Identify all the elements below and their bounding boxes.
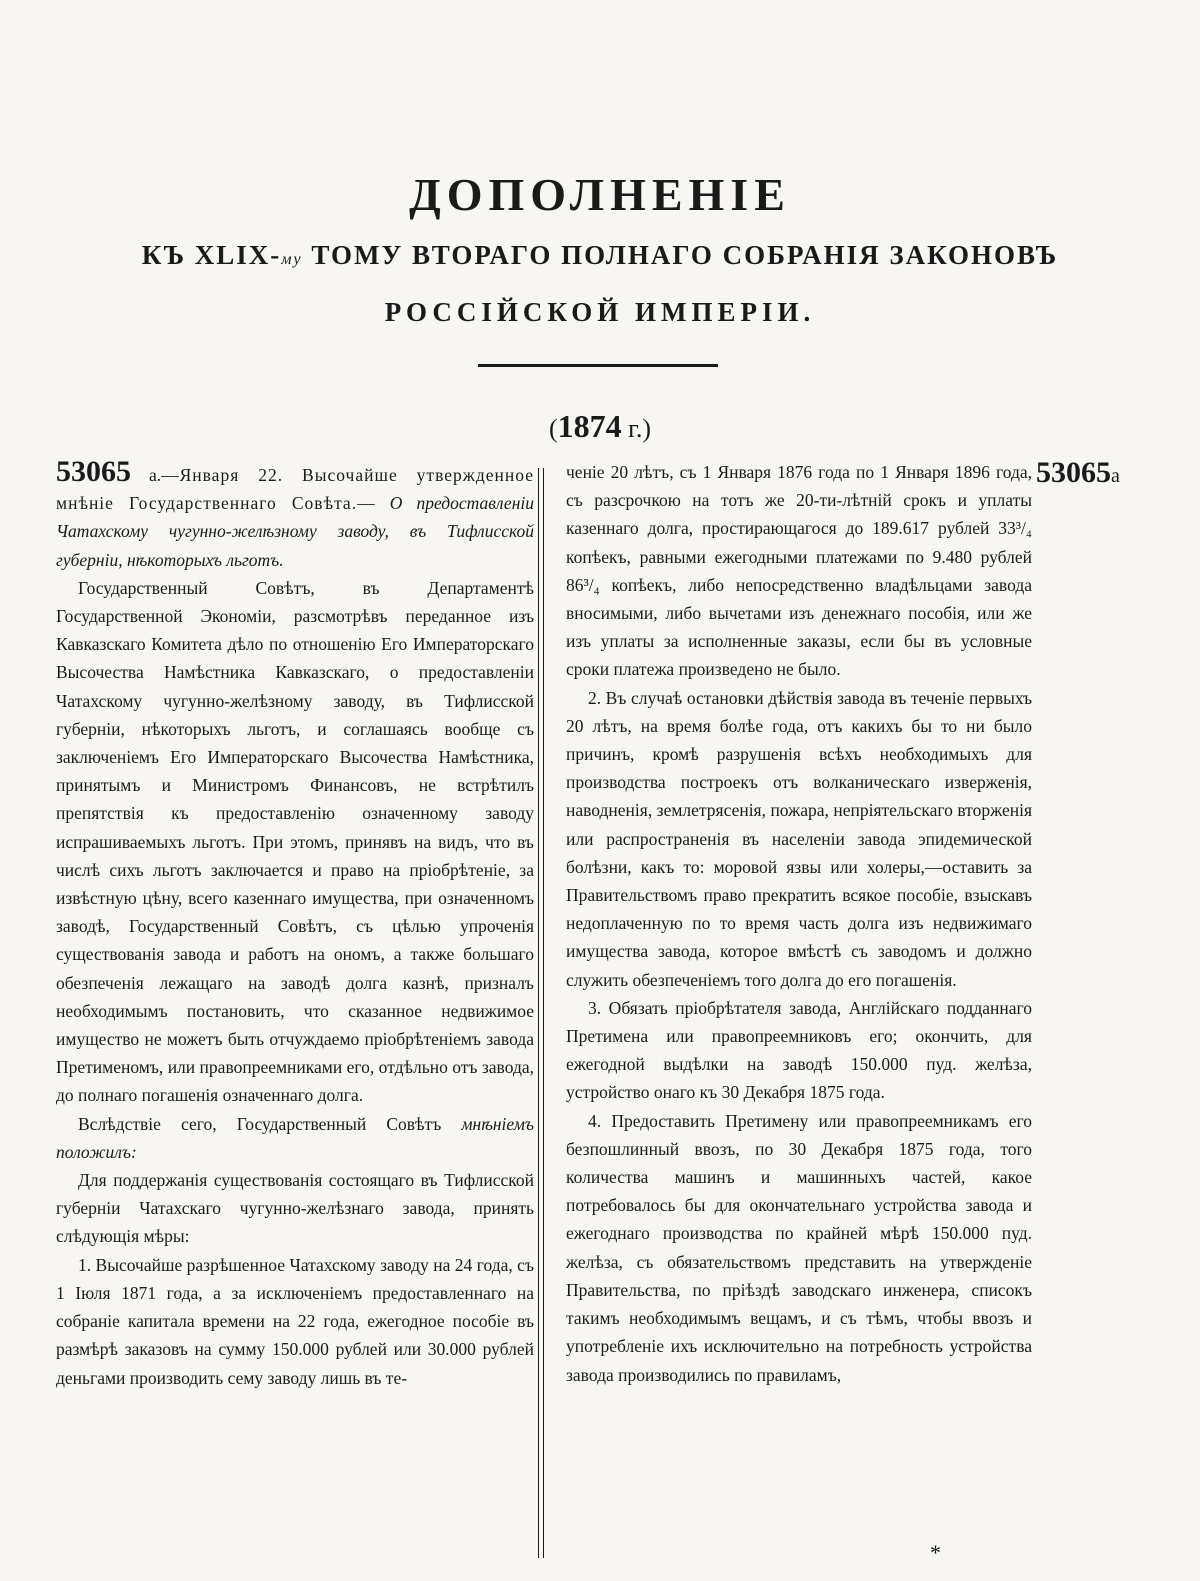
- margin-suffix: а: [1111, 465, 1120, 487]
- paragraph-council: Государственный Совѣтъ, въ Департаментѣ Государственной Экономіи, разсмотрѣвъ переданное изъ Кавказскаго Комитета дѣло по отношенію Его Императорскаго Высочества Намѣстника Кавказскаго, о предоставленіи Чатахскому чугунно-желѣзному заводу, въ Тифлисской губерніи, нѣкоторыхъ льготъ, и соглашаясь вообще съ заключеніемъ Его Императорскаго Высочества Намѣстника, принятымъ и Министромъ Финансовъ, не встрѣтилъ препятствія къ предоставленію означенному заводу испрашиваемыхъ льготъ. При этомъ, принявъ на видъ, что въ числѣ сихъ льготъ заключается и право на пріобрѣтеніе, за извѣстную цѣну, всего казеннаго имущества, при означенномъ заводѣ, Государственный Совѣтъ, съ цѣлью упроченія существованія завода и работъ на ономъ, а также большаго обезпеченія лежащаго на заводѣ долга казнѣ, призналъ необходимымъ постановить, что сказанное недвижимое имущество не можетъ быть отчуждаемо пріобрѣтеніемъ завода Претименомъ, или правопреемниками его, отдѣльно отъ завода, до полнаго погашенія означеннаго долга.: [56, 577, 534, 1106]
- year-number: 1874: [557, 408, 622, 444]
- entry-suffix: а.: [131, 465, 162, 485]
- title-rule: [478, 364, 718, 367]
- paragraph-opinion: [56, 1110, 534, 1166]
- paragraph-item-1-cont: ченіе 20 лѣтъ, съ 1 Января 1876 года по 1 Января 1896 года, съ разсрочкою на тотъ же 20-ти-лѣтній срокъ и уплаты казеннаго долга, простирающагося до 189.617 рублей 33³/₄ копѣекъ, равными ежегодными платежами по 9.480 рублей 86³/₄ копѣекъ, либо непосредственно владѣльцами завода вносимыми, либо вычетами изъ денежнаго пособія, или же изъ уплаты за исполненные заказы, если бы въ условные сроки платежа произведено не было.: [566, 462, 1032, 680]
- left-column: [56, 455, 534, 1392]
- entry-title: О предоставленіи Чатахскому чугунно-желѣзному заводу, въ Тифлисской губерніи, нѣкоторыхъ льготъ.: [56, 493, 534, 570]
- entry-date-heading: —Января 22. Высочайше утвержденное мнѣніе Государственнаго Совѣта.—: [56, 465, 534, 514]
- subtitle-rest: ТОМУ ВТОРАГО ПОЛНАГО СОБРАНІЯ ЗАКОНОВЪ: [302, 240, 1059, 270]
- opinion-intro: Вслѣдствіе сего, Государственный Совѣтъ: [78, 1113, 462, 1134]
- subtitle-superscript: му: [281, 251, 303, 268]
- year-open: (: [548, 414, 558, 443]
- right-column: [566, 458, 1032, 1389]
- paragraph-item-1-start: 1. Высочайше разрѣшенное Чатахскому заводу на 24 года, съ 1 Іюля 1871 года, а за исключеніемъ предоставленнаго на собраніе капитала времени на 22 года, ежегодное пособіе въ размѣрѣ заказовъ на сумму 150.000 рублей или 30.000 рублей деньгами производить сему заводу лишь въ те-: [56, 1254, 534, 1388]
- entry-heading: [56, 455, 534, 574]
- subtitle: [0, 240, 1200, 271]
- paragraph-measures-intro: Для поддержанія существованія состоящаго въ Тифлисской губерніи Чатахскаго чугунно-желѣзнаго завода, принять слѣдующія мѣры:: [56, 1170, 534, 1247]
- subtitle-line2: РОССІЙСКОЙ ИМПЕРІИ.: [384, 297, 816, 327]
- margin-number: 53065: [1036, 456, 1111, 489]
- year-close: г.): [621, 414, 652, 443]
- paragraph-item-3: 3. Обязать пріобрѣтателя завода, Англійскаго подданнаго Претимена или правопреемниковъ его; окончить, для ежегодной выдѣлки на заводѣ 150.000 пуд. желѣза, устройство онаго къ 30 Декабря 1875 года.: [566, 997, 1032, 1103]
- year-heading: [0, 408, 1200, 445]
- footer-asterisk: *: [930, 1540, 941, 1565]
- paragraph-item-2: 2. Въ случаѣ остановки дѣйствія завода въ теченіе первыхъ 20 лѣтъ, на время болѣе года, отъ какихъ бы то ни было причинъ, кромѣ разрушенія всѣхъ необходимыхъ для производства построекъ отъ волканическаго изверженія, наводненія, землетрясенія, пожара, непріятельскаго вторженія или распространенія въ населеніи завода эпидемической болѣзни, какъ то: моровой язвы или холеры,—оставить за Правительствомъ право прекратить всякое пособіе, взыскавъ недоплаченную по то время часть долга изъ недвижимаго имущества завода, которое вмѣстѣ съ заводомъ и должно служить обезпеченіемъ того долга до его погашенія.: [566, 687, 1032, 990]
- page-title: ДОПОЛНЕНІЕ: [409, 169, 791, 220]
- paragraph-item-4: 4. Предоставить Претимену или правопреемникамъ его безпошлинный ввозъ, по 30 Декабря 1875 года, того количества машинъ и машинныхъ частей, какое потребовалось бы для окончательнаго устройства завода и ежегоднаго производства по крайней мѣрѣ 150.000 пуд. желѣза, съ обязательствомъ представить на утвержденіе Правительства, по пріѣздѣ заводскаго инженера, списокъ такимъ необходимымъ вещамъ, и съ тѣмъ, чтобы ввозъ и употребленіе ихъ исключительно на потребность устройства завода производились по правиламъ,: [566, 1110, 1032, 1385]
- opinion-italic: мнѣніемъ положилъ:: [56, 1113, 534, 1162]
- subtitle-prefix: КЪ XLIX-: [141, 240, 282, 270]
- entry-number: 53065: [56, 455, 131, 488]
- margin-entry-number: [1036, 456, 1120, 490]
- column-divider: [538, 468, 544, 1558]
